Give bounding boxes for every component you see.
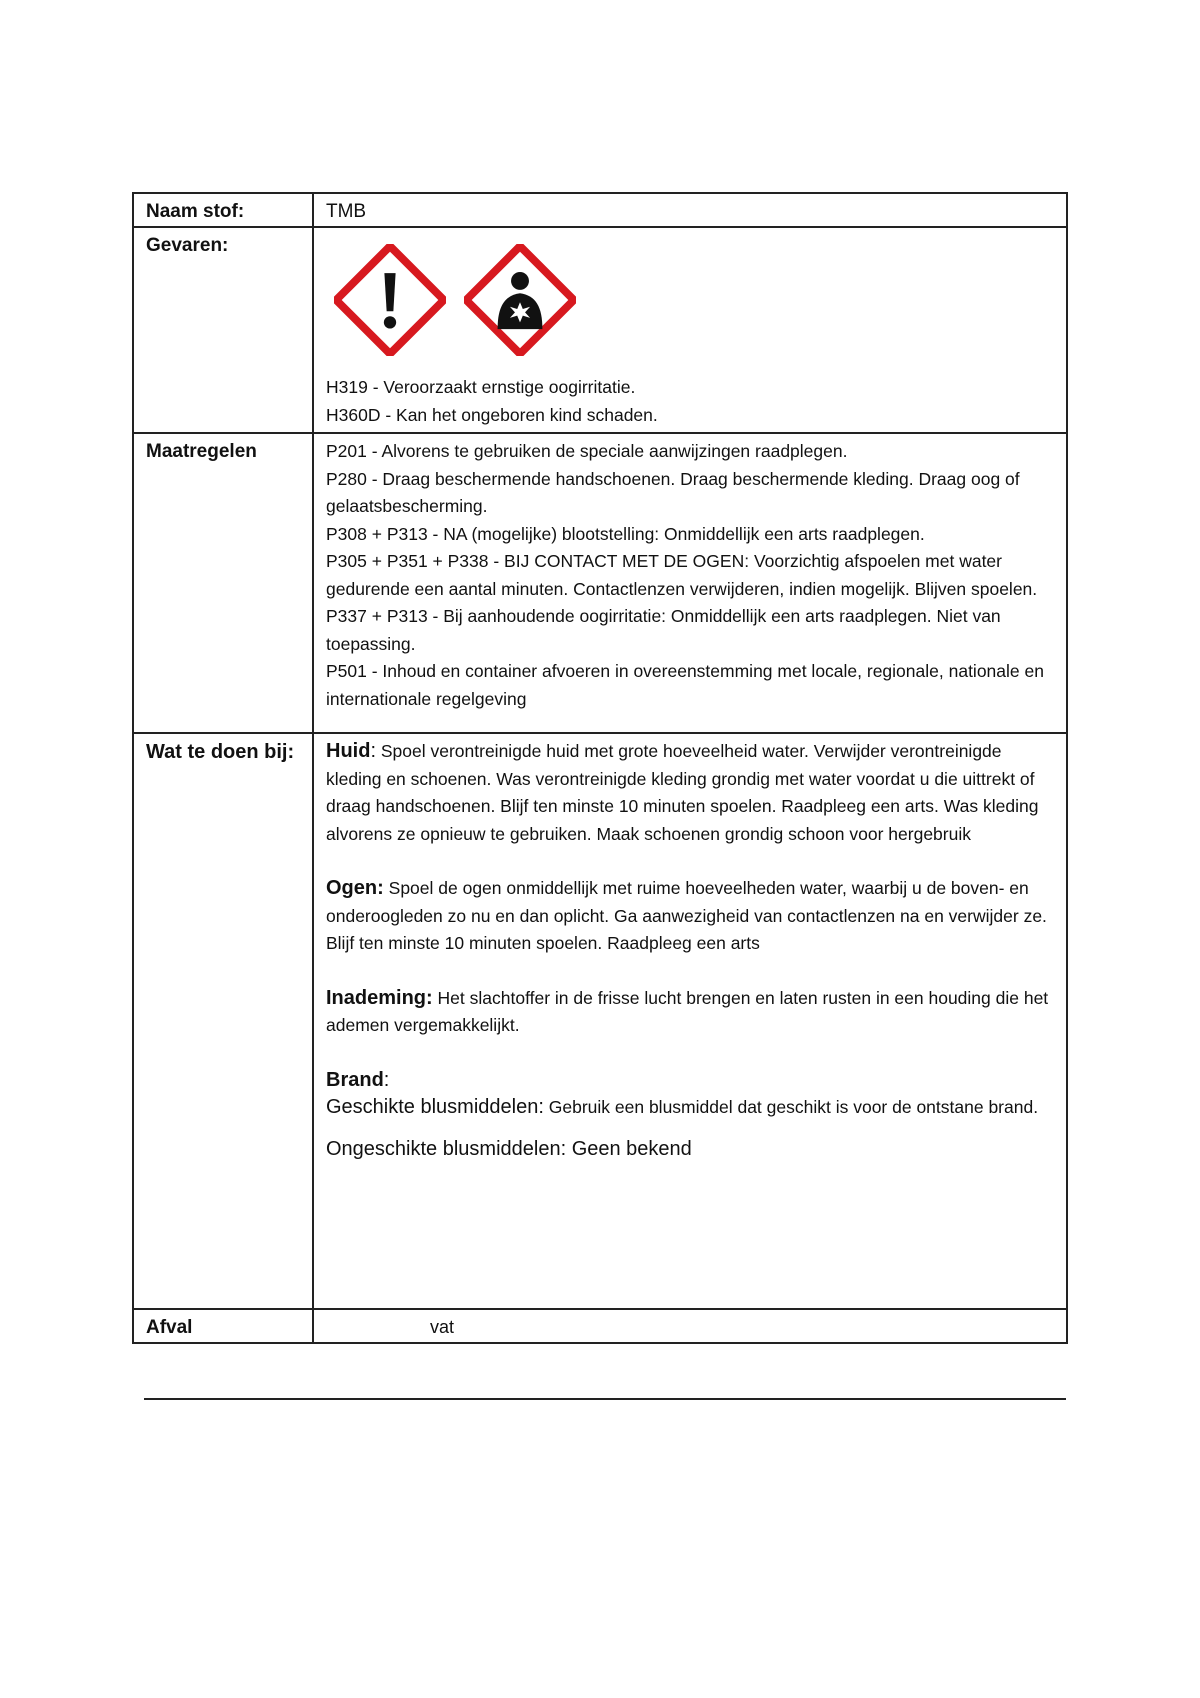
- row-wat-te-doen: [133, 733, 1067, 1309]
- value-afval: [313, 1309, 1067, 1343]
- precaution-p308-p313: P308 + P313 - NA (mogelijke) blootstelling: Onmiddellijk een arts raadplegen.: [326, 523, 925, 544]
- brand-geschikt: [326, 1094, 1056, 1122]
- heading-huid-colon: :: [370, 740, 376, 762]
- heading-ogen: Ogen:: [326, 877, 384, 899]
- label-naam-stof: Naam stof:: [133, 193, 313, 227]
- value-gevaren: [313, 227, 1067, 433]
- precaution-p280: P280 - Draag beschermende handschoenen. Draag beschermende kleding. Draag oog of gelaatsbescherming.: [326, 468, 1020, 516]
- value-wat-te-doen: [313, 733, 1067, 1309]
- precaution-p201: P201 - Alvorens te gebruiken de speciale aanwijzingen raadplegen.: [326, 441, 848, 461]
- first-aid-inademing: [326, 985, 1056, 1040]
- first-aid-brand: [326, 1067, 1056, 1095]
- precaution-p501: P501 - Inhoud en container afvoeren in overeenstemming met locale, regionale, nationale en internationale regelgeving: [326, 661, 1044, 709]
- row-afval: [133, 1309, 1067, 1343]
- first-aid-ogen: [326, 875, 1056, 958]
- row-maatregelen: [133, 433, 1067, 733]
- footer-rule: [144, 1398, 1066, 1400]
- first-aid-huid: [326, 738, 1056, 848]
- heading-brand-colon: :: [383, 1068, 390, 1091]
- value-naam-stof: [313, 193, 1067, 227]
- hazard-statement-h319: H319 - Veroorzaakt ernstige oogirritatie.: [326, 377, 636, 397]
- label-wat-te-doen: Wat te doen bij:: [133, 733, 313, 1309]
- value-maatregelen: [313, 433, 1067, 733]
- text-huid: Spoel verontreinigde huid met grote hoeveelheid water. Verwijder verontreinigde kleding en schoenen. Was verontreinigde kleding grondig met water voordat u die uittrekt of draag handschoenen. Blijf ten minste 10 minuten spoelen. Raadpleeg een arts. Was kleding alvorens ze opnieuw te gebruiken. Maak schoenen grondig schoon voor hergebruik: [326, 741, 1039, 844]
- precaution-p305-p351-p338: P305 + P351 + P338 - BIJ CONTACT MET DE OGEN: Voorzichtig afspoelen met water gedurende een aantal minuten. Contactlenzen verwijderen, indien mogelijk. Blijven spoelen.: [326, 551, 1038, 599]
- text-ogen: Spoel de ogen onmiddellijk met ruime hoeveelheden water, waarbij u de boven- en onderoogleden zo nu en dan oplicht. Ga aanwezigheid van contactlenzen na en verwijder ze. Blijf ten minste 10 minuten spoelen. Raadpleeg een arts: [326, 878, 1047, 953]
- brand-ongeschikt: Ongeschikte blusmiddelen: Geen bekend: [326, 1137, 692, 1160]
- heading-inademing: Inademing:: [326, 986, 433, 1009]
- precaution-p337-p313: P337 + P313 - Bij aanhoudende oogirritatie: Onmiddellijk een arts raadplegen. Niet van toepassing.: [326, 606, 1001, 654]
- health-hazard-icon: [464, 244, 576, 356]
- label-gevaren: Gevaren:: [133, 227, 313, 433]
- label-afval: Afval: [133, 1309, 313, 1343]
- afval-value: vat: [430, 1317, 455, 1337]
- substance-name: TMB: [326, 201, 367, 222]
- heading-huid: Huid: [326, 740, 371, 762]
- heading-geschikte-blusmiddelen: Geschikte blusmiddelen:: [326, 1096, 544, 1118]
- heading-brand: Brand: [326, 1068, 384, 1091]
- hazard-statement-h360d: H360D - Kan het ongeboren kind schaden.: [326, 404, 658, 425]
- exclamation-mark-icon: [334, 244, 446, 356]
- safety-data-table: [132, 192, 1068, 1344]
- row-gevaren: [133, 227, 1067, 433]
- label-maatregelen: Maatregelen: [133, 433, 313, 733]
- row-naam-stof: [133, 193, 1067, 227]
- text-geschikte-blusmiddelen: Gebruik een blusmiddel dat geschikt is voor de ontstane brand.: [543, 1097, 1039, 1117]
- text-inademing: Het slachtoffer in de frisse lucht brengen en laten rusten in een houding die het ademen vergemakkelijkt.: [326, 987, 1049, 1035]
- ghs-pictograms: [326, 232, 1056, 364]
